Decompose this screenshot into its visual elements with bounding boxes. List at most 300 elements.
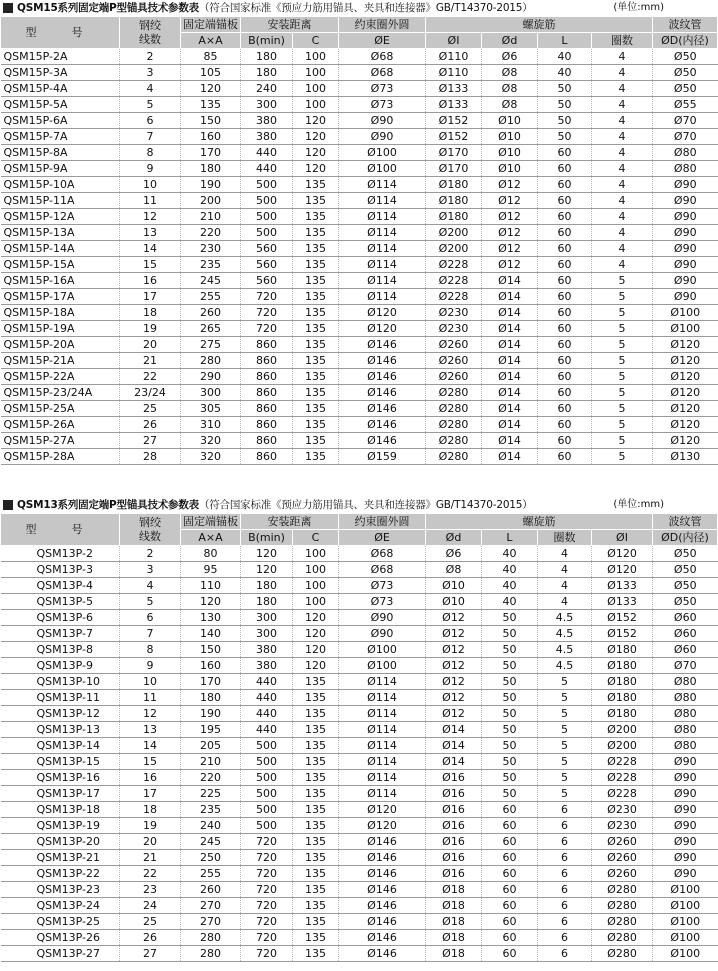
table-row — [1, 626, 718, 642]
table-cell: Ø280 — [592, 898, 653, 914]
table-cell: Ø133 — [426, 97, 482, 113]
table-cell: 5 — [120, 594, 181, 610]
table-row — [1, 754, 718, 770]
table-cell: 60 — [538, 353, 592, 369]
model-cell: QSM13P-24 — [1, 898, 120, 914]
table-cell: Ø114 — [339, 754, 426, 770]
table-cell: Ø180 — [592, 674, 653, 690]
table-cell: 135 — [293, 289, 339, 305]
table-cell: 4 — [592, 241, 653, 257]
table-cell: Ø90 — [653, 770, 718, 786]
table-cell: Ø12 — [482, 225, 538, 241]
table-cell: Ø50 — [653, 562, 718, 578]
model-cell: QSM15P-4A — [1, 81, 120, 97]
model-cell: QSM15P-18A — [1, 305, 120, 321]
table-cell: 60 — [538, 385, 592, 401]
table-cell: 120 — [293, 129, 339, 145]
table-cell: Ø180 — [592, 690, 653, 706]
table-cell: 60 — [482, 818, 538, 834]
table-cell: 4 — [592, 81, 653, 97]
table-cell: 720 — [241, 946, 293, 962]
table-row — [1, 658, 718, 674]
table-cell: 6 — [538, 930, 592, 946]
table-cell: 300 — [241, 626, 293, 642]
bullet-square-icon — [3, 500, 13, 510]
table-cell: 860 — [241, 369, 293, 385]
table-cell: 50 — [482, 722, 538, 738]
table-cell: 60 — [482, 866, 538, 882]
header-strands: 钢绞 线数 — [120, 514, 181, 546]
table-cell: 120 — [293, 658, 339, 674]
table-cell: Ø228 — [592, 770, 653, 786]
table-cell: 500 — [241, 802, 293, 818]
table-cell: Ø16 — [426, 802, 482, 818]
table-cell: Ø90 — [653, 257, 718, 273]
table-cell: Ø120 — [653, 401, 718, 417]
qsm13-title — [17, 497, 533, 513]
table-cell: 4.5 — [538, 658, 592, 674]
table-cell: 6 — [538, 866, 592, 882]
table-cell: 5 — [538, 786, 592, 802]
table-cell: 210 — [181, 209, 241, 225]
table-cell: 5 — [538, 738, 592, 754]
table-cell: 720 — [241, 898, 293, 914]
table-cell: Ø146 — [339, 914, 426, 930]
table-cell: 5 — [592, 289, 653, 305]
table-cell: 135 — [293, 706, 339, 722]
table-cell: Ø170 — [426, 161, 482, 177]
table-cell: 280 — [181, 930, 241, 946]
table-cell: 4 — [592, 225, 653, 241]
table-cell: 11 — [120, 193, 181, 209]
table-cell: Ø14 — [482, 449, 538, 465]
table-cell: 100 — [293, 97, 339, 113]
table-cell: 5 — [592, 433, 653, 449]
table-cell: Ø90 — [653, 850, 718, 866]
table-cell: 60 — [538, 401, 592, 417]
qsm15-unit: (单位:mm) — [613, 2, 664, 13]
table-cell: Ø50 — [653, 65, 718, 81]
table-cell: 27 — [120, 946, 181, 962]
table-cell: Ø12 — [426, 690, 482, 706]
table-cell: Ø100 — [653, 321, 718, 337]
table-cell: 110 — [181, 578, 241, 594]
header-spiral-col: 圈数 — [592, 33, 653, 49]
table-cell: 40 — [538, 65, 592, 81]
table-cell: Ø114 — [339, 273, 426, 289]
table-cell: 135 — [293, 225, 339, 241]
qsm13-section — [0, 497, 709, 960]
header-spiral-col: L — [482, 530, 538, 546]
table-cell: Ø228 — [426, 273, 482, 289]
table-cell: 6 — [120, 610, 181, 626]
table-cell: Ø133 — [592, 578, 653, 594]
table-cell: 100 — [293, 562, 339, 578]
table-cell: Ø280 — [592, 946, 653, 962]
table-cell: 5 — [538, 706, 592, 722]
model-cell: QSM15P-8A — [1, 145, 120, 161]
table-row — [1, 546, 718, 562]
table-row — [1, 145, 718, 161]
table-cell: 500 — [241, 177, 293, 193]
header-spiral-col: ØI — [592, 530, 653, 546]
table-cell: Ø100 — [653, 882, 718, 898]
header-ring-e: ØE — [339, 33, 426, 49]
table-cell: 170 — [181, 674, 241, 690]
table-cell: Ø152 — [426, 113, 482, 129]
table-cell: 60 — [482, 850, 538, 866]
table-cell: 135 — [293, 337, 339, 353]
model-cell: QSM13P-2 — [1, 546, 120, 562]
table-cell: Ø120 — [653, 385, 718, 401]
table-cell: 170 — [181, 145, 241, 161]
table-cell: Ø90 — [653, 289, 718, 305]
table-cell: 50 — [538, 97, 592, 113]
table-cell: Ø16 — [426, 834, 482, 850]
table-cell: Ø90 — [653, 273, 718, 289]
table-cell: 130 — [181, 610, 241, 626]
header-spiral-col: L — [538, 33, 592, 49]
table-cell: Ø260 — [592, 850, 653, 866]
table-cell: 440 — [241, 145, 293, 161]
table-cell: 860 — [241, 433, 293, 449]
table-cell: Ø60 — [653, 626, 718, 642]
table-cell: 60 — [538, 273, 592, 289]
table-cell: 4 — [592, 113, 653, 129]
table-cell: 860 — [241, 401, 293, 417]
table-cell: 5 — [538, 770, 592, 786]
table-cell: 500 — [241, 738, 293, 754]
table-cell: Ø200 — [426, 225, 482, 241]
model-cell: QSM15P-9A — [1, 161, 120, 177]
table-cell: 440 — [241, 161, 293, 177]
table-cell: 80 — [181, 546, 241, 562]
table-cell: 380 — [241, 658, 293, 674]
table-cell: 135 — [293, 802, 339, 818]
header-ring: 约束圈外圆 — [339, 17, 426, 33]
table-cell: Ø130 — [653, 449, 718, 465]
table-cell: 135 — [293, 850, 339, 866]
table-cell: 28 — [120, 449, 181, 465]
table-cell: Ø68 — [339, 49, 426, 65]
table-cell: 120 — [293, 626, 339, 642]
table-cell: 135 — [293, 241, 339, 257]
qsm15-table-body — [1, 49, 718, 465]
table-cell: 500 — [241, 754, 293, 770]
table-cell: Ø18 — [426, 882, 482, 898]
table-cell: Ø90 — [653, 209, 718, 225]
table-cell: Ø18 — [426, 898, 482, 914]
table-cell: Ø10 — [482, 113, 538, 129]
table-cell: Ø146 — [339, 930, 426, 946]
table-cell: Ø50 — [653, 578, 718, 594]
table-cell: 135 — [293, 866, 339, 882]
table-cell: 720 — [241, 914, 293, 930]
table-cell: Ø180 — [426, 209, 482, 225]
qsm13-table — [0, 513, 718, 962]
header-duct: 波纹管 — [653, 17, 718, 33]
table-row — [1, 225, 718, 241]
table-row — [1, 305, 718, 321]
table-cell: Ø73 — [339, 97, 426, 113]
table-cell: 4 — [592, 257, 653, 273]
table-cell: 380 — [241, 642, 293, 658]
table-cell: 135 — [293, 882, 339, 898]
table-cell: 300 — [241, 610, 293, 626]
table-row — [1, 642, 718, 658]
model-cell: QSM15P-23/24A — [1, 385, 120, 401]
model-cell: QSM15P-28A — [1, 449, 120, 465]
header-spiral-col: ØI — [426, 33, 482, 49]
table-cell: Ø12 — [482, 241, 538, 257]
table-cell: 300 — [181, 385, 241, 401]
table-cell: Ø230 — [592, 802, 653, 818]
table-cell: Ø14 — [426, 738, 482, 754]
table-cell: 100 — [293, 546, 339, 562]
header-spiral-col: Ød — [426, 530, 482, 546]
table-row — [1, 353, 718, 369]
table-cell: 60 — [538, 289, 592, 305]
table-cell: 135 — [293, 786, 339, 802]
table-cell: Ø146 — [339, 946, 426, 962]
table-cell: Ø14 — [426, 754, 482, 770]
table-cell: Ø90 — [653, 802, 718, 818]
table-cell: 180 — [181, 161, 241, 177]
table-cell: 720 — [241, 866, 293, 882]
table-cell: 135 — [293, 738, 339, 754]
table-cell: 50 — [482, 626, 538, 642]
table-cell: Ø14 — [482, 385, 538, 401]
table-cell: 10 — [120, 674, 181, 690]
table-cell: Ø152 — [426, 129, 482, 145]
header-install: 安装距离 — [241, 17, 339, 33]
table-cell: 3 — [120, 562, 181, 578]
table-cell: Ø90 — [653, 177, 718, 193]
table-cell: Ø114 — [339, 690, 426, 706]
table-row — [1, 449, 718, 465]
table-cell: 720 — [241, 289, 293, 305]
table-cell: 135 — [293, 754, 339, 770]
table-cell: 6 — [538, 882, 592, 898]
qsm15-title-bold: QSM15系列固定端P型锚具技术参数表 — [17, 2, 199, 14]
table-cell: 120 — [293, 642, 339, 658]
model-cell: QSM13P-13 — [1, 722, 120, 738]
table-cell: 135 — [181, 97, 241, 113]
table-cell: 2 — [120, 546, 181, 562]
table-cell: 26 — [120, 417, 181, 433]
table-cell: Ø280 — [592, 882, 653, 898]
table-cell: 25 — [120, 401, 181, 417]
model-cell: QSM15P-3A — [1, 65, 120, 81]
table-cell: Ø55 — [653, 97, 718, 113]
header-duct-d: ØD(内径) — [653, 530, 718, 546]
table-cell: Ø114 — [339, 241, 426, 257]
qsm15-title — [17, 0, 533, 16]
table-cell: 720 — [241, 834, 293, 850]
table-cell: Ø50 — [653, 546, 718, 562]
table-cell: Ø14 — [482, 305, 538, 321]
table-cell: 60 — [482, 946, 538, 962]
table-cell: Ø80 — [653, 690, 718, 706]
table-cell: Ø152 — [592, 610, 653, 626]
table-cell: Ø70 — [653, 113, 718, 129]
table-cell: 40 — [482, 594, 538, 610]
table-cell: 135 — [293, 401, 339, 417]
table-cell: 135 — [293, 417, 339, 433]
table-cell: 60 — [538, 209, 592, 225]
header-install-b: B(min) — [241, 530, 293, 546]
table-cell: 60 — [538, 241, 592, 257]
table-cell: Ø14 — [426, 722, 482, 738]
table-cell: 135 — [293, 946, 339, 962]
table-cell: 4 — [592, 161, 653, 177]
table-cell: Ø80 — [653, 161, 718, 177]
table-cell: 60 — [538, 449, 592, 465]
table-cell: Ø10 — [482, 145, 538, 161]
table-cell: 380 — [241, 129, 293, 145]
table-cell: Ø80 — [653, 706, 718, 722]
table-row — [1, 706, 718, 722]
table-cell: Ø146 — [339, 353, 426, 369]
header-plate: 固定端锚板 — [181, 514, 241, 530]
table-cell: Ø180 — [426, 193, 482, 209]
model-cell: QSM15P-12A — [1, 209, 120, 225]
table-cell: Ø200 — [592, 722, 653, 738]
table-row — [1, 385, 718, 401]
table-cell: 135 — [293, 385, 339, 401]
model-cell: QSM15P-6A — [1, 113, 120, 129]
table-cell: Ø180 — [592, 658, 653, 674]
table-cell: Ø100 — [339, 658, 426, 674]
qsm15-title-row — [0, 0, 674, 16]
table-cell: 380 — [241, 113, 293, 129]
table-cell: 180 — [241, 65, 293, 81]
table-cell: Ø114 — [339, 786, 426, 802]
table-cell: 4 — [538, 562, 592, 578]
table-row — [1, 594, 718, 610]
model-cell: QSM13P-21 — [1, 850, 120, 866]
table-cell: 560 — [241, 273, 293, 289]
model-cell: QSM13P-26 — [1, 930, 120, 946]
model-cell: QSM15P-14A — [1, 241, 120, 257]
model-cell: QSM13P-8 — [1, 642, 120, 658]
table-cell: Ø73 — [339, 594, 426, 610]
table-cell: Ø100 — [653, 946, 718, 962]
table-cell: Ø12 — [426, 642, 482, 658]
model-cell: QSM13P-3 — [1, 562, 120, 578]
table-cell: 100 — [293, 578, 339, 594]
table-cell: 60 — [538, 433, 592, 449]
table-cell: 5 — [592, 273, 653, 289]
table-cell: Ø170 — [426, 145, 482, 161]
table-cell: 16 — [120, 770, 181, 786]
table-cell: 120 — [181, 81, 241, 97]
table-row — [1, 257, 718, 273]
model-cell: QSM13P-23 — [1, 882, 120, 898]
table-cell: Ø114 — [339, 225, 426, 241]
table-cell: 4.5 — [538, 642, 592, 658]
table-cell: 135 — [293, 930, 339, 946]
table-cell: Ø14 — [482, 401, 538, 417]
table-cell: 4 — [592, 97, 653, 113]
table-cell: Ø114 — [339, 738, 426, 754]
table-cell: 4 — [592, 49, 653, 65]
table-cell: 5 — [592, 449, 653, 465]
table-cell: 17 — [120, 289, 181, 305]
table-cell: 60 — [538, 369, 592, 385]
table-cell: 245 — [181, 834, 241, 850]
table-cell: Ø120 — [339, 305, 426, 321]
table-cell: 240 — [181, 818, 241, 834]
table-cell: 60 — [538, 177, 592, 193]
table-cell: Ø73 — [339, 578, 426, 594]
table-cell: 6 — [538, 914, 592, 930]
table-row — [1, 866, 718, 882]
table-cell: 860 — [241, 337, 293, 353]
table-cell: 305 — [181, 401, 241, 417]
table-cell: Ø16 — [426, 770, 482, 786]
table-cell: 180 — [241, 594, 293, 610]
table-cell: Ø180 — [592, 642, 653, 658]
header-install-b: B(min) — [241, 33, 293, 49]
table-cell: Ø18 — [426, 946, 482, 962]
table-cell: 50 — [482, 706, 538, 722]
table-cell: 5 — [592, 401, 653, 417]
header-spiral: 螺旋筋 — [426, 17, 653, 33]
table-cell: 3 — [120, 65, 181, 81]
table-cell: 180 — [241, 578, 293, 594]
qsm13-title-bold: QSM13系列固定端P型锚具技术参数表 — [17, 499, 199, 511]
table-cell: 60 — [538, 257, 592, 273]
header-duct: 波纹管 — [653, 514, 718, 530]
table-cell: 190 — [181, 177, 241, 193]
table-row — [1, 738, 718, 754]
table-cell: Ø120 — [653, 417, 718, 433]
table-cell: 150 — [181, 113, 241, 129]
table-cell: 560 — [241, 241, 293, 257]
table-row — [1, 722, 718, 738]
table-row — [1, 113, 718, 129]
table-cell: 320 — [181, 449, 241, 465]
qsm13-title-row — [0, 497, 674, 513]
table-cell: 50 — [482, 674, 538, 690]
table-cell: Ø10 — [426, 594, 482, 610]
table-cell: Ø12 — [426, 626, 482, 642]
table-row — [1, 369, 718, 385]
table-cell: Ø114 — [339, 706, 426, 722]
table-cell: 235 — [181, 257, 241, 273]
table-cell: 135 — [293, 674, 339, 690]
model-cell: QSM15P-7A — [1, 129, 120, 145]
header-plate-size: A×A — [181, 530, 241, 546]
table-cell: 4 — [592, 193, 653, 209]
table-cell: Ø90 — [339, 610, 426, 626]
table-cell: Ø90 — [339, 626, 426, 642]
model-cell: QSM15P-2A — [1, 49, 120, 65]
table-cell: Ø60 — [653, 642, 718, 658]
table-cell: Ø280 — [426, 401, 482, 417]
table-cell: 500 — [241, 770, 293, 786]
table-cell: Ø14 — [482, 273, 538, 289]
table-row — [1, 49, 718, 65]
qsm15-section — [0, 0, 709, 463]
model-cell: QSM13P-27 — [1, 946, 120, 962]
table-cell: 40 — [482, 578, 538, 594]
table-cell: 40 — [482, 546, 538, 562]
table-cell: Ø14 — [482, 337, 538, 353]
table-cell: 50 — [538, 113, 592, 129]
table-cell: Ø12 — [426, 674, 482, 690]
